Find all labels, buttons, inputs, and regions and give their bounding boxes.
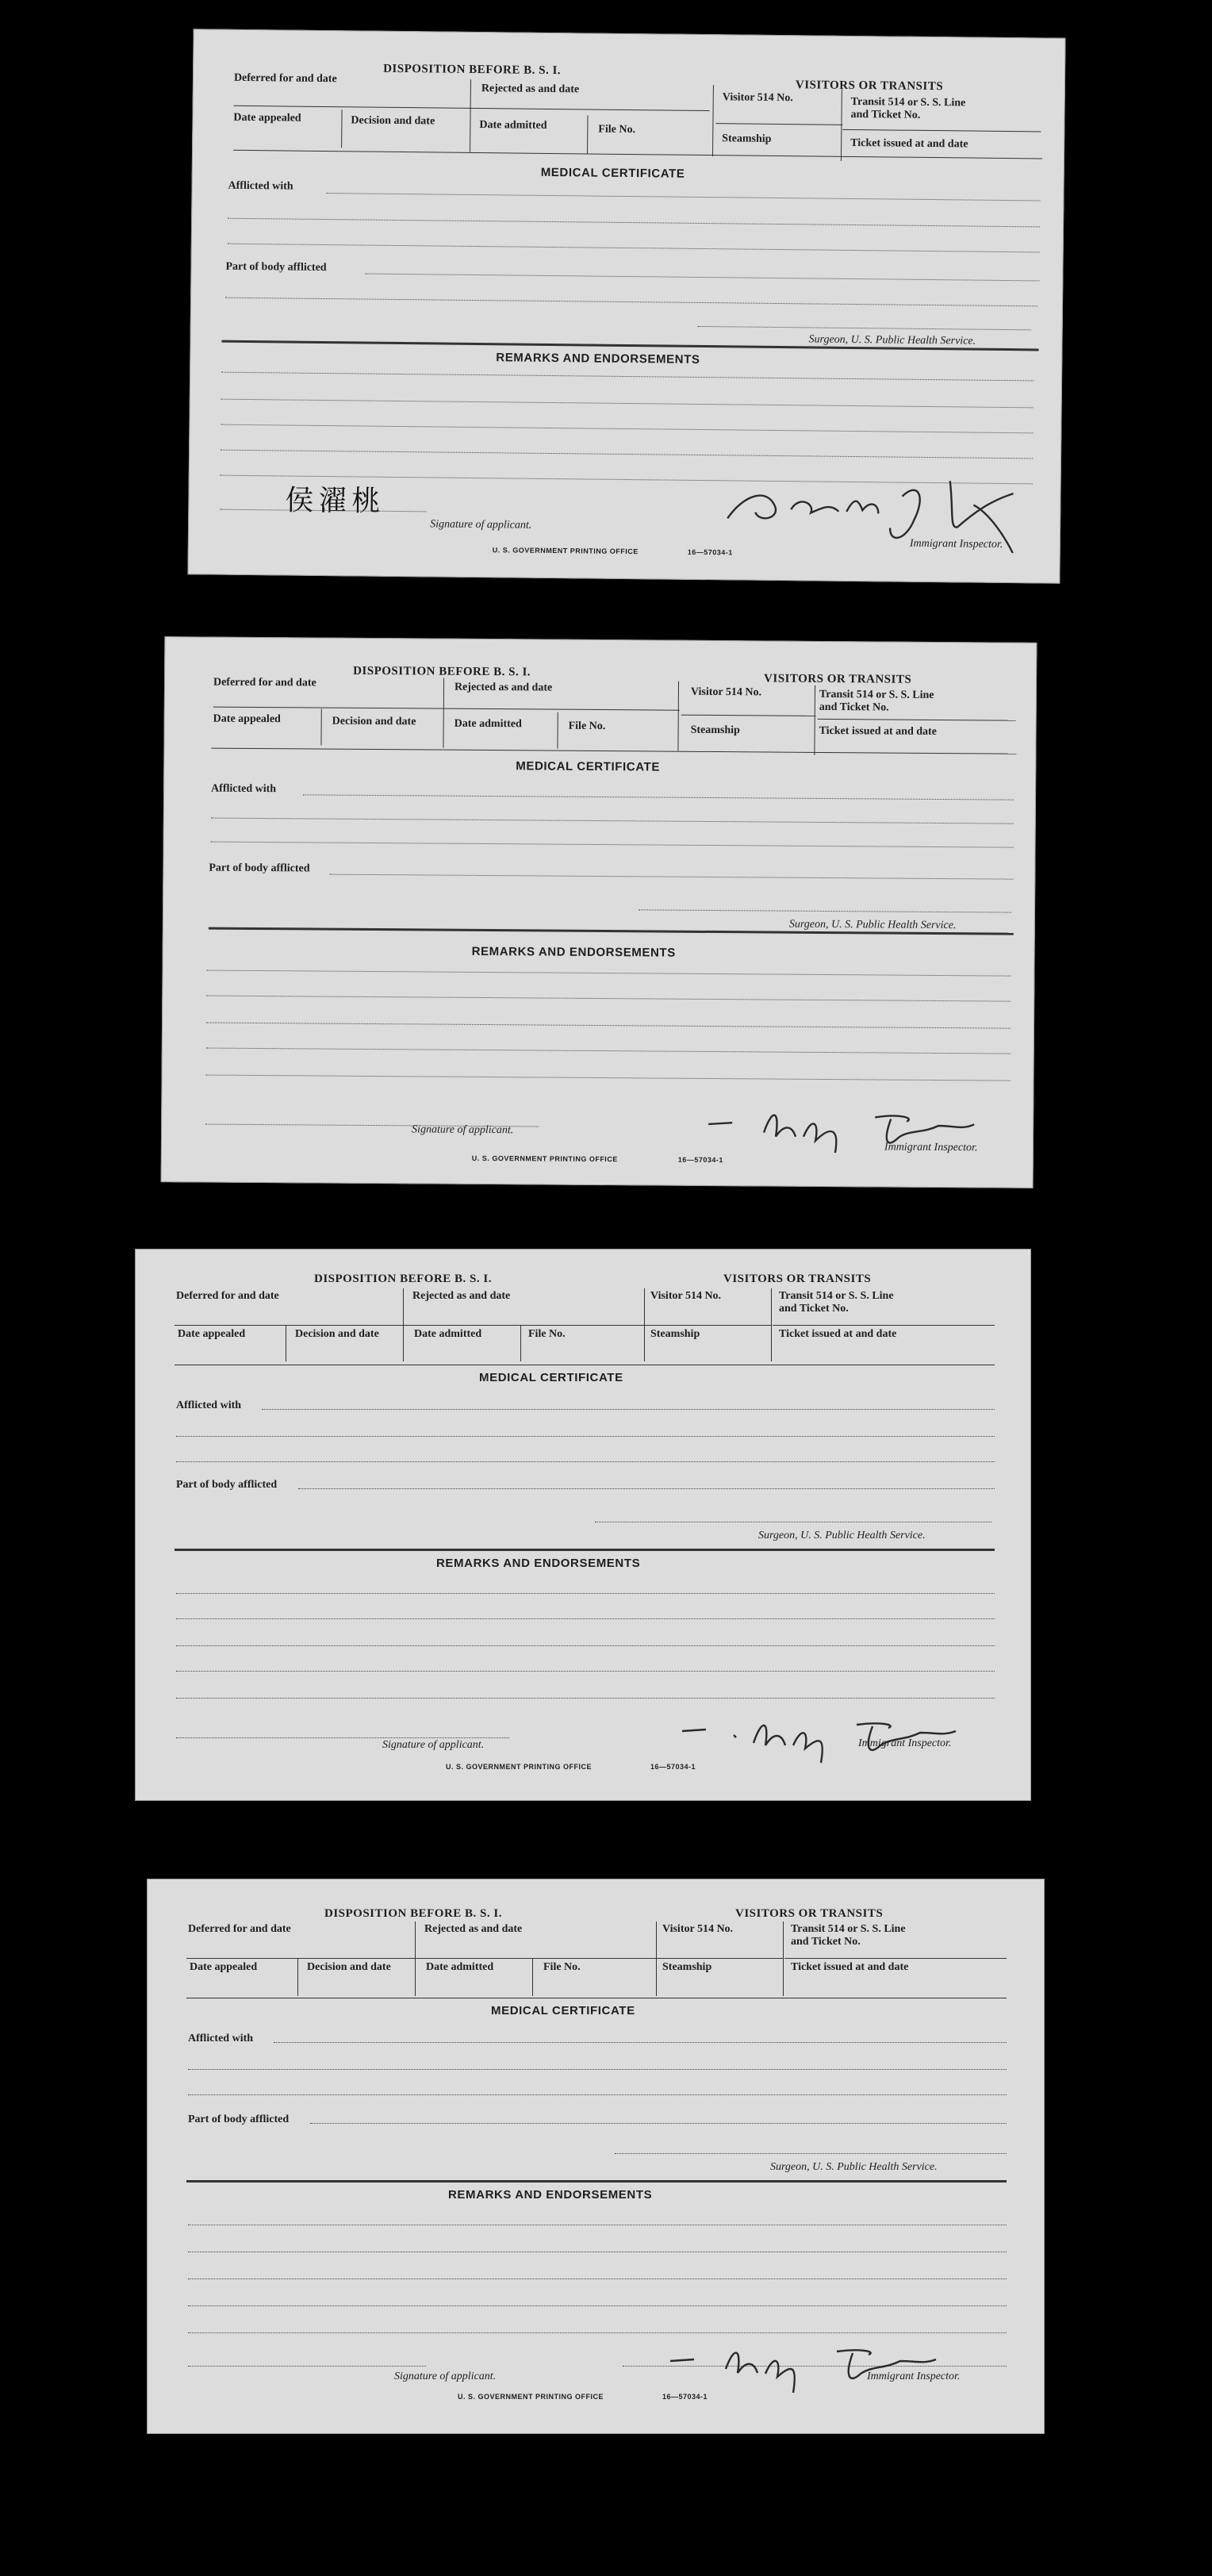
disposition-header: DISPOSITION BEFORE B. S. I. [353, 664, 531, 679]
immigrant-inspector-label: Immigrant Inspector. [884, 1141, 978, 1154]
transit514-label: Transit 514 or S. S. Line [819, 688, 934, 701]
printing-office: U. S. GOVERNMENT PRINTING OFFICE [458, 2393, 604, 2401]
form-card [187, 29, 1065, 583]
file-no-label: File No. [528, 1328, 566, 1340]
deferred-label: Deferred for and date [213, 676, 316, 689]
visitors-header: VISITORS OR TRANSITS [735, 1907, 884, 1920]
signature-applicant-label: Signature of applicant. [394, 2371, 497, 2382]
afflicted-with-label: Afflicted with [211, 782, 277, 796]
visitors-header: VISITORS OR TRANSITS [764, 672, 912, 686]
date-admitted-label: Date admitted [454, 717, 522, 731]
printing-office: U. S. GOVERNMENT PRINTING OFFICE [492, 546, 639, 556]
remarks-heading: REMARKS AND ENDORSEMENTS [471, 944, 676, 960]
transit514-label: Transit 514 or S. S. Line [779, 1290, 894, 1302]
remarks-heading: REMARKS AND ENDORSEMENTS [448, 2188, 653, 2202]
ticket-no-label: and Ticket No. [779, 1303, 849, 1315]
part-of-body-label: Part of body afflicted [188, 2113, 290, 2125]
rejected-label: Rejected as and date [481, 83, 580, 96]
part-of-body-label: Part of body afflicted [176, 1479, 278, 1491]
rejected-label: Rejected as and date [412, 1290, 511, 1302]
deferred-label: Deferred for and date [188, 1923, 291, 1935]
ticket-no-label: and Ticket No. [850, 108, 921, 121]
surgeon-label: Surgeon, U. S. Public Health Service. [758, 1530, 926, 1541]
visitor514-label: Visitor 514 No. [662, 1923, 734, 1935]
visitor514-label: Visitor 514 No. [690, 685, 762, 699]
date-admitted-label: Date admitted [414, 1328, 482, 1340]
afflicted-with-label: Afflicted with [188, 2033, 254, 2044]
form-number: 16—57034-1 [687, 547, 733, 557]
immigrant-inspector-label: Immigrant Inspector. [858, 1737, 952, 1749]
decision-date-label: Decision and date [332, 715, 416, 728]
steamship-label: Steamship [650, 1328, 700, 1340]
date-appealed-label: Date appealed [213, 712, 281, 726]
form-number: 16—57034-1 [662, 2393, 708, 2401]
surgeon-label: Surgeon, U. S. Public Health Service. [808, 333, 976, 347]
visitors-header: VISITORS OR TRANSITS [795, 79, 944, 94]
part-of-body-label: Part of body afflicted [225, 260, 327, 274]
form-card [147, 1879, 1045, 2434]
immigrant-inspector-label: Immigrant Inspector. [909, 537, 1003, 551]
medical-certificate-heading: MEDICAL CERTIFICATE [516, 759, 661, 774]
decision-date-label: Decision and date [295, 1328, 379, 1340]
surgeon-label: Surgeon, U. S. Public Health Service. [770, 2161, 938, 2173]
signature-applicant-label: Signature of applicant. [412, 1123, 514, 1137]
disposition-header: DISPOSITION BEFORE B. S. I. [383, 62, 562, 78]
part-of-body-label: Part of body afflicted [209, 862, 310, 875]
immigrant-inspector-label: Immigrant Inspector. [867, 2371, 961, 2382]
visitor514-label: Visitor 514 No. [722, 91, 793, 105]
medical-certificate-heading: MEDICAL CERTIFICATE [479, 1371, 623, 1384]
deferred-label: Deferred for and date [176, 1290, 279, 1302]
visitor514-label: Visitor 514 No. [650, 1290, 722, 1302]
form-number: 16—57034-1 [650, 1763, 696, 1771]
remarks-heading: REMARKS AND ENDORSEMENTS [496, 351, 700, 367]
file-no-label: File No. [568, 720, 606, 733]
transit514-label: Transit 514 or S. S. Line [850, 95, 966, 109]
date-admitted-label: Date admitted [426, 1961, 494, 1973]
disposition-header: DISPOSITION BEFORE B. S. I. [314, 1273, 492, 1285]
file-no-label: File No. [543, 1961, 581, 1973]
disposition-header: DISPOSITION BEFORE B. S. I. [324, 1907, 502, 1920]
signature-applicant-label: Signature of applicant. [382, 1739, 485, 1751]
printing-office: U. S. GOVERNMENT PRINTING OFFICE [471, 1154, 618, 1164]
decision-date-label: Decision and date [307, 1961, 391, 1973]
form-number: 16—57034-1 [677, 1155, 723, 1165]
ticket-issued-label: Ticket issued at and date [791, 1961, 909, 1973]
ticket-issued-label: Ticket issued at and date [779, 1328, 897, 1340]
afflicted-with-label: Afflicted with [228, 179, 293, 193]
inspector-signature [654, 2329, 956, 2401]
inspector-signature [700, 1092, 1003, 1166]
deferred-label: Deferred for and date [233, 71, 337, 86]
afflicted-with-label: Afflicted with [176, 1399, 242, 1411]
signature-applicant-label: Signature of applicant. [430, 518, 532, 532]
ticket-no-label: and Ticket No. [791, 1936, 861, 1948]
applicant-chinese-signature: 侯濯桃 [285, 484, 385, 518]
transit514-label: Transit 514 or S. S. Line [791, 1923, 906, 1935]
visitors-header: VISITORS OR TRANSITS [723, 1273, 872, 1285]
decision-date-label: Decision and date [351, 114, 435, 128]
ticket-issued-label: Ticket issued at and date [819, 724, 937, 738]
rejected-label: Rejected as and date [424, 1923, 523, 1935]
date-appealed-label: Date appealed [190, 1961, 258, 1973]
date-admitted-label: Date admitted [479, 119, 547, 132]
steamship-label: Steamship [690, 724, 740, 737]
date-appealed-label: Date appealed [178, 1328, 246, 1340]
steamship-label: Steamship [722, 132, 772, 145]
date-appealed-label: Date appealed [233, 111, 301, 125]
surgeon-label: Surgeon, U. S. Public Health Service. [788, 918, 957, 932]
inspector-signature [674, 1699, 976, 1771]
remarks-heading: REMARKS AND ENDORSEMENTS [436, 1557, 641, 1570]
ticket-issued-label: Ticket issued at and date [850, 136, 968, 151]
file-no-label: File No. [598, 123, 636, 136]
steamship-label: Steamship [662, 1961, 712, 1973]
medical-certificate-heading: MEDICAL CERTIFICATE [540, 165, 685, 181]
form-card [161, 636, 1037, 1188]
rejected-label: Rejected as and date [454, 681, 553, 694]
form-card [135, 1249, 1031, 1801]
printing-office: U. S. GOVERNMENT PRINTING OFFICE [446, 1763, 593, 1771]
medical-certificate-heading: MEDICAL CERTIFICATE [491, 2004, 635, 2017]
ticket-no-label: and Ticket No. [819, 701, 889, 714]
